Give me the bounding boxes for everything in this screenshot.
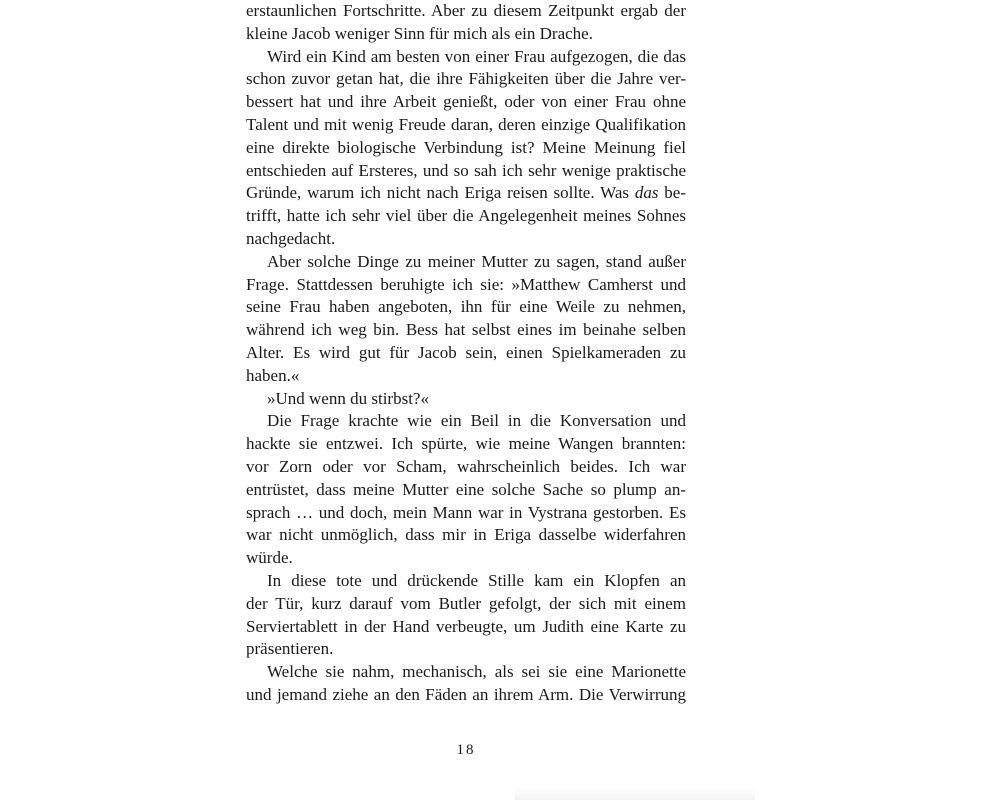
text-line: während ich weg bin. Bess hat selbst eines im beinahe selben — [246, 320, 686, 340]
text-line: Aber solche Dinge zu meiner Mutter zu sagen, stand außer — [267, 251, 686, 271]
page-edge-shadow — [515, 788, 755, 800]
text-line: bessert hat und ihre Arbeit genießt, oder von einer Frau ohne — [246, 92, 686, 112]
text-line: Frage. Stattdessen beruhigte ich sie: »Matthew Camherst und — [246, 274, 686, 294]
emphasis: das — [634, 183, 659, 203]
text-line: entschieden auf Ersteres, und so sah ich sehr wenige praktische — [246, 160, 686, 180]
text-line: Alter. Es wird gut für Jacob sein, einen Spielkameraden zu — [246, 342, 686, 362]
text-line: eine direkte biologische Verbindung ist? Meine Meinung fiel — [246, 137, 686, 157]
text-line: sprach … und doch, mein Mann war in Vystrana gestorben. Es — [246, 502, 686, 522]
text-line: Wird ein Kind am besten von einer Frau aufgezogen, die das — [267, 46, 686, 66]
text-line: Gründe, warum ich nicht nach Eriga reisen sollte. Was das be- — [246, 183, 686, 203]
text-line: nachgedacht. — [246, 228, 336, 248]
text-line: seine Frau haben angeboten, ihn für eine Weile zu nehmen, — [246, 297, 686, 317]
text-line: vor Zorn oder vor Scham, wahrscheinlich beides. Ich war — [246, 456, 686, 476]
text-line: entrüstet, dass meine Mutter eine solche Sache so plump an- — [246, 479, 686, 499]
text-line: präsentieren. — [246, 639, 334, 659]
text-line: und jemand ziehe an den Fäden an ihrem Arm. Die Verwirrung — [246, 684, 686, 704]
text-line: erstaunlichen Fortschritte. Aber zu diesem Zeitpunkt ergab der — [246, 1, 686, 20]
page-number: 18 — [456, 742, 476, 758]
text-line: schon zuvor getan hat, die ihre Fähigkeiten über die Jahre ver- — [246, 69, 686, 89]
text-line: hackte sie entzwei. Ich spürte, wie meine Wangen brannten: — [246, 434, 686, 454]
body-text — [246, 0, 686, 707]
text-line: würde. — [246, 548, 293, 568]
text-line: In diese tote und drückende Stille kam ein Klopfen an — [267, 570, 686, 590]
text-line: Talent und mit wenig Freude daran, deren einzige Qualifikation — [246, 114, 686, 134]
text-line: »Und wenn du stirbst?« — [267, 388, 429, 408]
text-line: der Tür, kurz darauf vom Butler gefolgt, der sich mit einem — [246, 593, 686, 613]
text-line: war nicht unmöglich, dass mir in Eriga dasselbe widerfahren — [246, 525, 686, 545]
text-line: Serviertablett in der Hand verbeugte, um Judith eine Karte zu — [246, 616, 686, 636]
text-line: trifft, hatte ich sehr viel über die Angelegenheit meines Sohnes — [246, 206, 686, 226]
text-line: Die Frage krachte wie ein Beil in die Konversation und — [267, 411, 686, 431]
text-line: kleine Jacob weniger Sinn für mich als ein Drache. — [246, 23, 593, 43]
text-line: Welche sie nahm, mechanisch, als sei sie eine Marionette — [267, 662, 686, 682]
text-line: haben.« — [246, 365, 300, 385]
